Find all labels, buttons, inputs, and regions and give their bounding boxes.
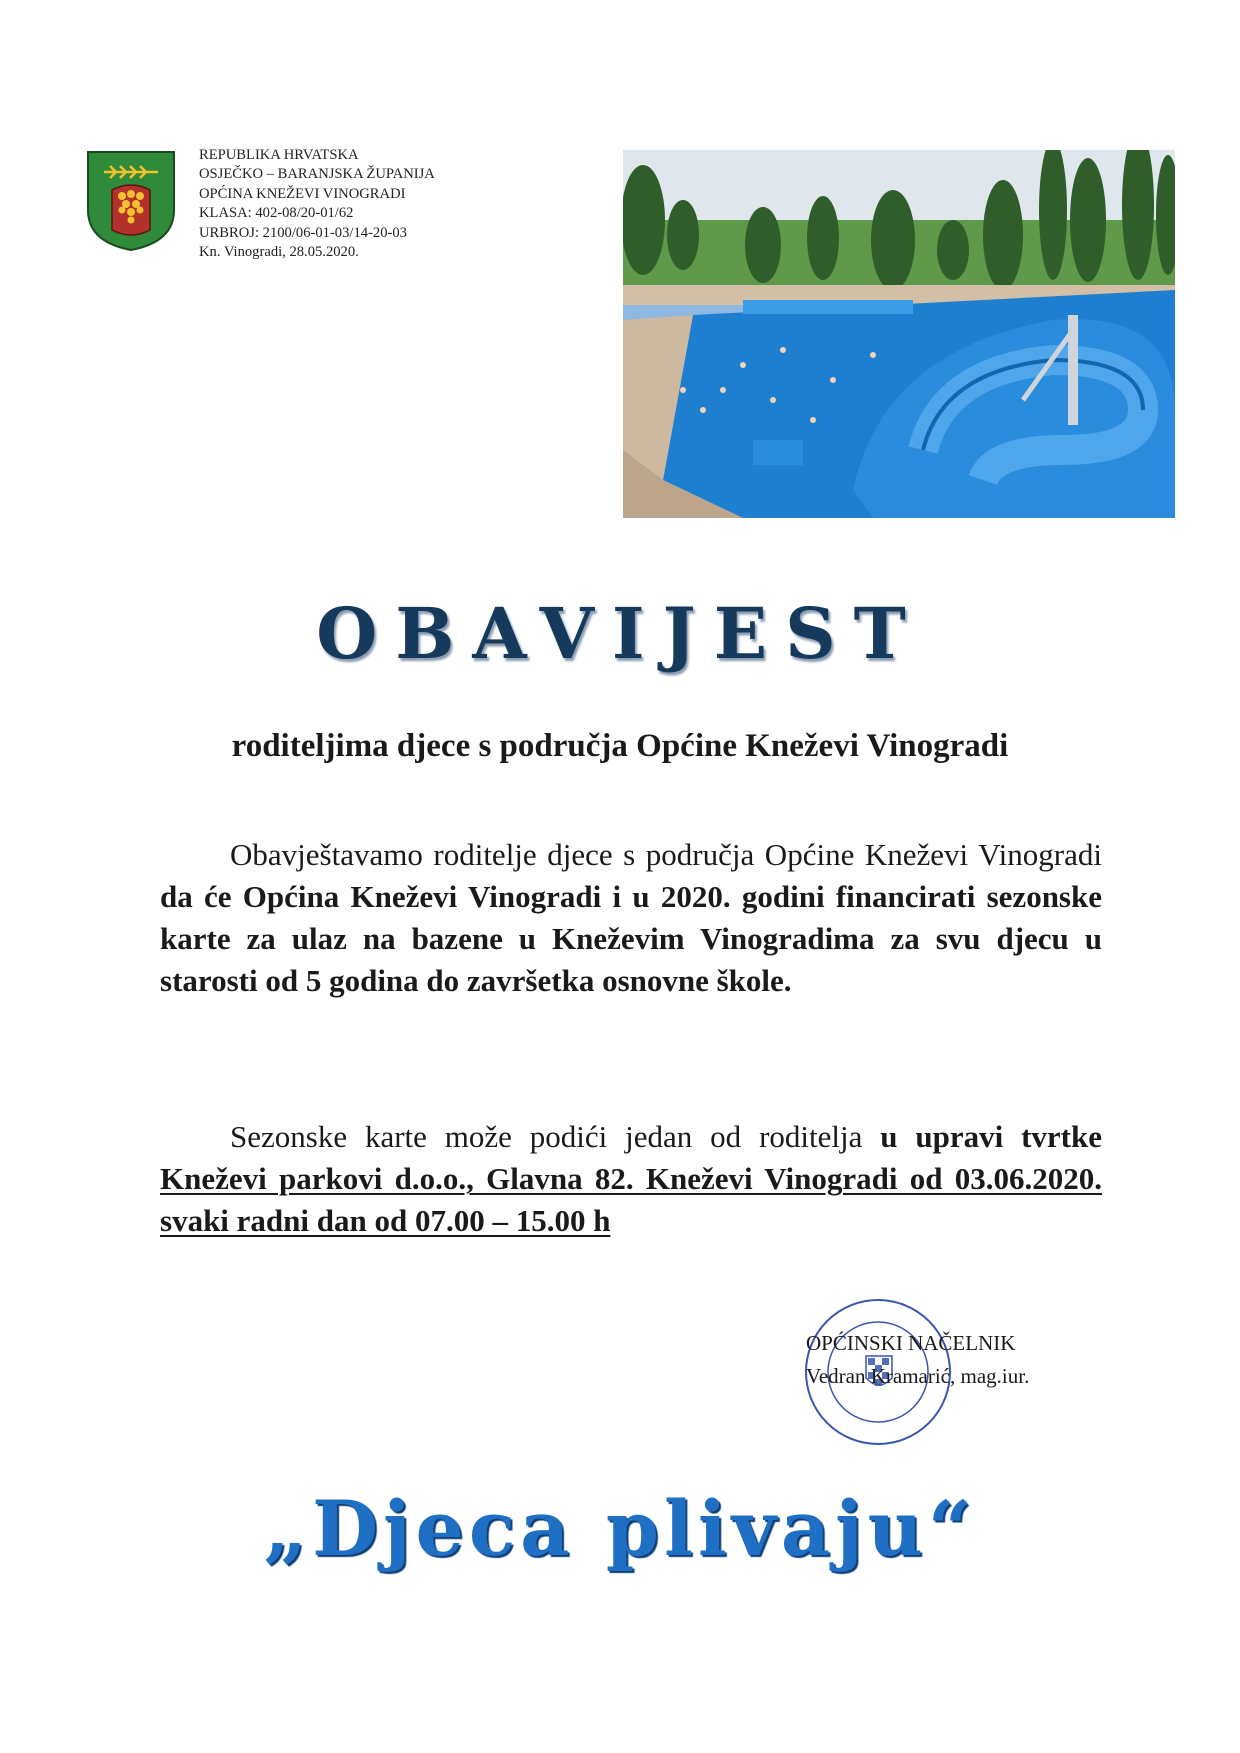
- header-line: REPUBLIKA HRVATSKA: [199, 147, 359, 163]
- coat-of-arms-icon: [86, 150, 176, 252]
- signature-name: Vedran Kramarić, mag.iur.: [806, 1364, 1030, 1388]
- header-line: OPĆINA KNEŽEVI VINOGRADI: [199, 185, 406, 202]
- paragraph-2-bold: u upravi tvrtke: [880, 1119, 1103, 1154]
- swimming-pool-photo: [623, 150, 1175, 518]
- paragraph-2-plain: Sezonske karte može podići jedan od roditelja: [230, 1119, 863, 1154]
- paragraph-1-plain: Obavještavamo roditelje djece s područja Općine Kneževi Vinogradi: [230, 837, 1102, 872]
- page-title: OBAVIJEST: [316, 592, 924, 675]
- document-header: [199, 146, 435, 262]
- notice-paragraph-1: [160, 834, 1102, 1002]
- page-subtitle: roditeljima djece s područja Općine Kneževi Vinogradi: [231, 728, 1009, 764]
- paragraph-1-bold: da će Općina Kneževi Vinogradi i u 2020. godini financirati sezonske karte za ulaz na bazene u Kneževim Vinogradima za svu djecu u starosti od 5 godina do završetka osnovne škole.: [160, 879, 1102, 998]
- signature-role: OPĆINSKI NAČELNIK: [806, 1331, 1016, 1355]
- slogan: „Djeca plivaju“: [263, 1484, 977, 1573]
- header-line: OSJEČKO – BARANJSKA ŽUPANIJA: [199, 166, 435, 183]
- paragraph-2-underlined: Kneževi parkovi d.o.o., Glavna 82. Kneževi Vinogradi od 03.06.2020. svaki radni dan od 07.00 – 15.00 h: [160, 1161, 1102, 1238]
- header-line: Kn. Vinogradi, 28.05.2020.: [199, 244, 359, 261]
- notice-paragraph-2: [160, 1116, 1102, 1242]
- header-line: URBROJ: 2100/06-01-03/14-20-03: [199, 224, 407, 241]
- header-line: KLASA: 402-08/20-01/62: [199, 205, 354, 222]
- signature-block: [806, 1327, 1029, 1393]
